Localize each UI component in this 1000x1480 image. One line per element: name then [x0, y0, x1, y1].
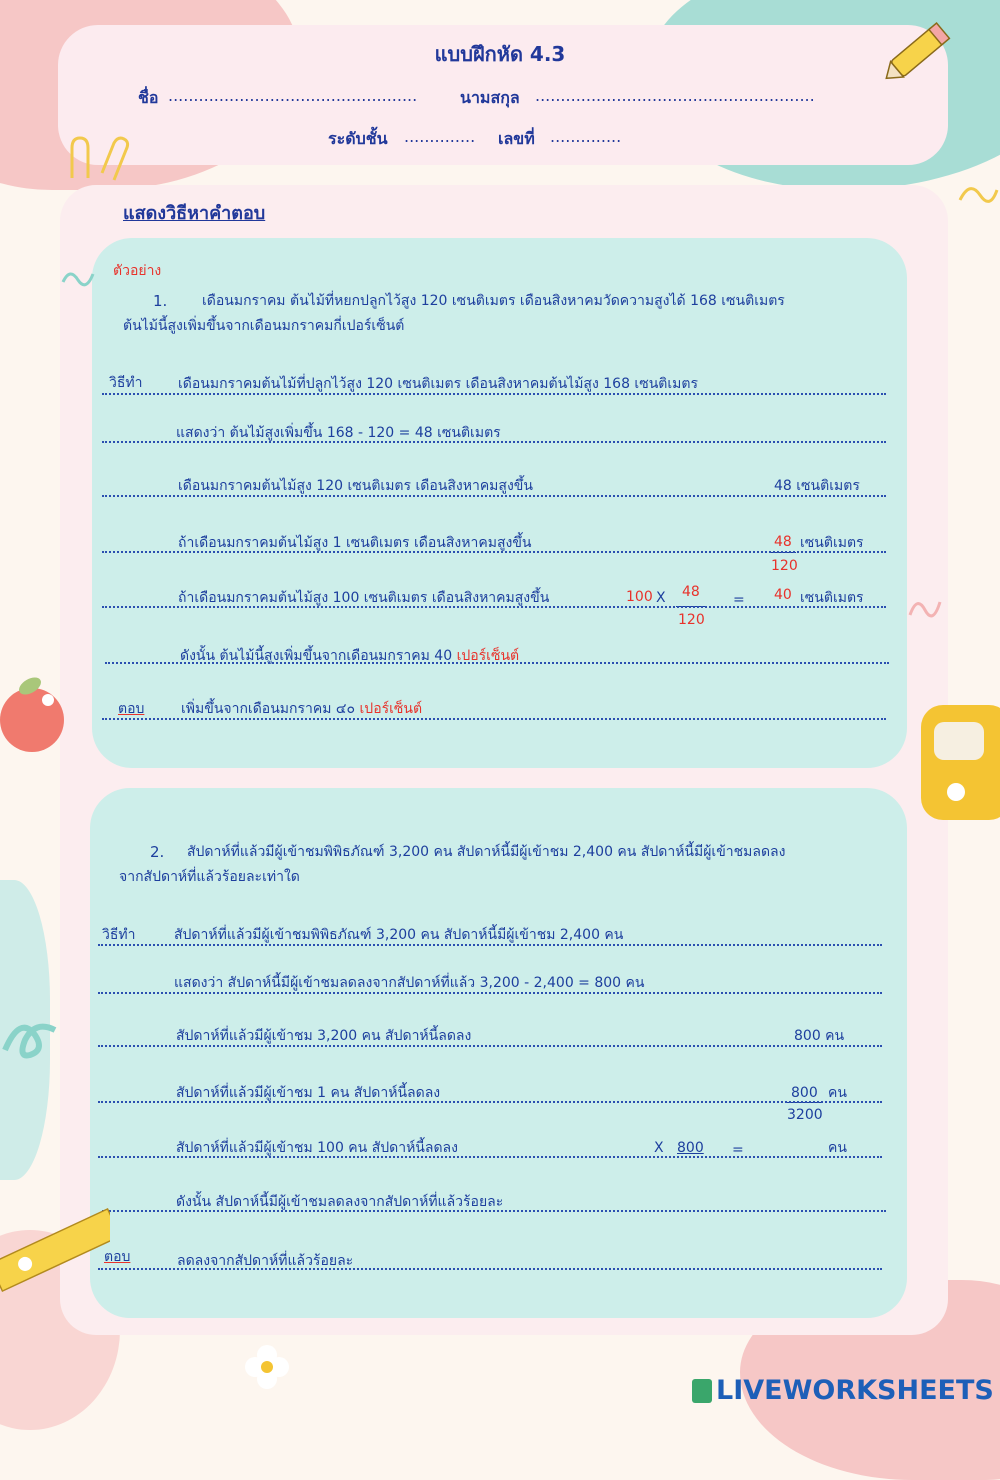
example-line1: เดือนมกราคมต้นไม้ที่ปลูกไว้สูง 120 เซนติเมตร เดือนสิงหาคมต้นไม้สูง 168 เซนติเมตร	[178, 376, 698, 392]
problem2-question-line2: จากสัปดาห์ที่แล้วร้อยละเท่าใด	[119, 869, 300, 885]
answer-line	[102, 606, 886, 608]
problem2-line4: สัปดาห์ที่แล้วมีผู้เข้าชม 1 คน สัปดาห์นี้ลดลง	[176, 1085, 441, 1101]
answer-line	[98, 1156, 882, 1158]
paperclip-icon	[62, 128, 142, 198]
number-field[interactable]: ..............	[550, 127, 622, 146]
grade-label: ระดับชั้น	[328, 129, 388, 148]
example-answer	[181, 700, 422, 718]
answer-line	[98, 944, 882, 946]
answer-line	[102, 495, 886, 497]
squiggle-icon	[905, 590, 945, 630]
example-answer-label	[118, 700, 144, 718]
problem2-line4-unit: คน	[828, 1085, 847, 1101]
answer-line	[98, 1268, 882, 1270]
answer-line	[98, 1045, 882, 1047]
pencil-icon	[880, 15, 960, 85]
example-line6-text: ดังนั้น ต้นไม้นี้สูงเพิ่มขึ้นจากเดือนมกราคม 40	[180, 648, 453, 664]
example-question-line2: ต้นไม้นี้สูงเพิ่มขึ้นจากเดือนมกราคมกี่เปอร์เซ็นต์	[123, 318, 405, 334]
example-line6-percent: เปอร์เซ็นต์	[456, 648, 520, 664]
example-line4-numerator: 48	[774, 534, 792, 550]
answer-line	[102, 393, 886, 395]
section-title: แสดงวิธีหาคำตอบ	[123, 203, 266, 224]
problem2-line1: สัปดาห์ที่แล้วมีผู้เข้าชมพิพิธภัณฑ์ 3,200 คน สัปดาห์นี้มีผู้เข้าชม 2,400 คน	[174, 927, 624, 943]
problem2-answer-label: ตอบ	[104, 1249, 131, 1265]
answer-line	[102, 1210, 886, 1212]
example-tag: ตัวอย่าง	[113, 263, 162, 279]
example-method-label: วิธีทำ	[109, 375, 143, 391]
example-line3: เดือนมกราคมต้นไม้สูง 120 เซนติเมตร เดือนสิงหาคมสูงขึ้น	[178, 478, 533, 494]
problem2-line2: แสดงว่า สัปดาห์นี้มีผู้เข้าชมลดลงจากสัปดาห์ที่แล้ว 3,200 - 2,400 = 800 คน	[174, 975, 645, 991]
example-line2: แสดงว่า ต้นไม้สูงเพิ่มขึ้น 168 - 120 = 48 เซนติเมตร	[176, 425, 501, 441]
example-line4-denominator: 120	[771, 558, 798, 574]
example-line4-unit: เซนติเมตร	[800, 535, 864, 551]
problem2-line5: สัปดาห์ที่แล้วมีผู้เข้าชม 100 คน สัปดาห์นี้ลดลง	[176, 1140, 458, 1156]
answer-line	[98, 992, 882, 994]
problem2-answer: ลดลงจากสัปดาห์ที่แล้วร้อยละ	[177, 1253, 354, 1269]
surname-label: นามสกุล	[460, 88, 520, 107]
problem2-line5-numerator: 800	[677, 1140, 704, 1156]
example-answer-label-text: ตอบ	[118, 701, 145, 717]
problem2-method-label: วิธีทำ	[102, 927, 136, 943]
brand-text: LIVEWORKSHEETS	[716, 1375, 994, 1406]
example-line5-times: X	[656, 590, 666, 606]
answer-line	[102, 441, 886, 443]
problem2-line6: ดังนั้น สัปดาห์นี้มีผู้เข้าชมลดลงจากสัปดาห์ที่แล้วร้อยละ	[176, 1194, 504, 1210]
squiggle-icon	[58, 262, 98, 302]
ruler-icon	[0, 1205, 110, 1295]
flower-icon	[240, 1340, 295, 1395]
answer-line	[98, 1101, 882, 1103]
answer-line	[102, 718, 886, 720]
problem2-line3: สัปดาห์ที่แล้วมีผู้เข้าชม 3,200 คน สัปดาห์นี้ลดลง	[176, 1028, 472, 1044]
name-label: ชื่อ	[138, 88, 159, 107]
example-line5-multiplier: 100	[626, 589, 653, 605]
logo-icon	[692, 1379, 712, 1403]
squiggle-icon	[0, 1010, 60, 1070]
example-line5: ถ้าเดือนมกราคมต้นไม้สูง 100 เซนติเมตร เดือนสิงหาคมสูงขึ้น	[178, 590, 550, 606]
example-line5-denominator: 120	[678, 612, 705, 628]
worksheet-title: แบบฝึกหัด 4.3	[434, 42, 566, 66]
example-answer-percent: เปอร์เซ็นต์	[359, 701, 423, 717]
apple-icon	[0, 672, 70, 757]
problem2-line4-numerator: 800	[791, 1085, 818, 1101]
surname-field[interactable]: .......................................................	[535, 86, 815, 105]
problem2-line4-denominator: 3200	[787, 1107, 823, 1123]
example-line5-equals: =	[733, 592, 745, 608]
problem2-line3-value: 800 คน	[794, 1028, 845, 1044]
problem2-line5-unit: คน	[828, 1140, 847, 1156]
problem2-line5-equals: =	[732, 1142, 744, 1158]
example-line5-result: 40	[774, 587, 792, 603]
example-answer-text: เพิ่มขึ้นจากเดือนมกราคม ๔๐	[181, 701, 356, 717]
problem2-q-number: 2.	[150, 843, 165, 861]
example-line5-numerator: 48	[682, 584, 700, 600]
problem2-question-line1: สัปดาห์ที่แล้วมีผู้เข้าชมพิพิธภัณฑ์ 3,200 คน สัปดาห์นี้มีผู้เข้าชม 2,400 คน สัปดาห์นี้มีผู้เข้าชมลดลง	[187, 844, 786, 860]
answer-line	[102, 551, 886, 553]
example-question-line1: เดือนมกราคม ต้นไม้ที่หยกปลูกไว้สูง 120 เซนติเมตร เดือนสิงหาคมวัดความสูงได้ 168 เซนติเมตร	[202, 293, 785, 309]
book-icon	[916, 700, 1000, 825]
name-field[interactable]: .................................................	[168, 86, 418, 105]
example-line4: ถ้าเดือนมกราคมต้นไม้สูง 1 เซนติเมตร เดือนสิงหาคมสูงขึ้น	[178, 535, 532, 551]
paperclip-icon	[955, 175, 1000, 215]
problem2-line5-times: X	[654, 1140, 664, 1156]
example-line5-unit: เซนติเมตร	[800, 590, 864, 606]
answer-line	[105, 662, 889, 664]
example-q-number: 1.	[153, 292, 168, 310]
number-label: เลขที่	[498, 129, 535, 148]
grade-field[interactable]: ..............	[404, 127, 476, 146]
example-line3-value: 48 เซนติเมตร	[774, 478, 860, 494]
